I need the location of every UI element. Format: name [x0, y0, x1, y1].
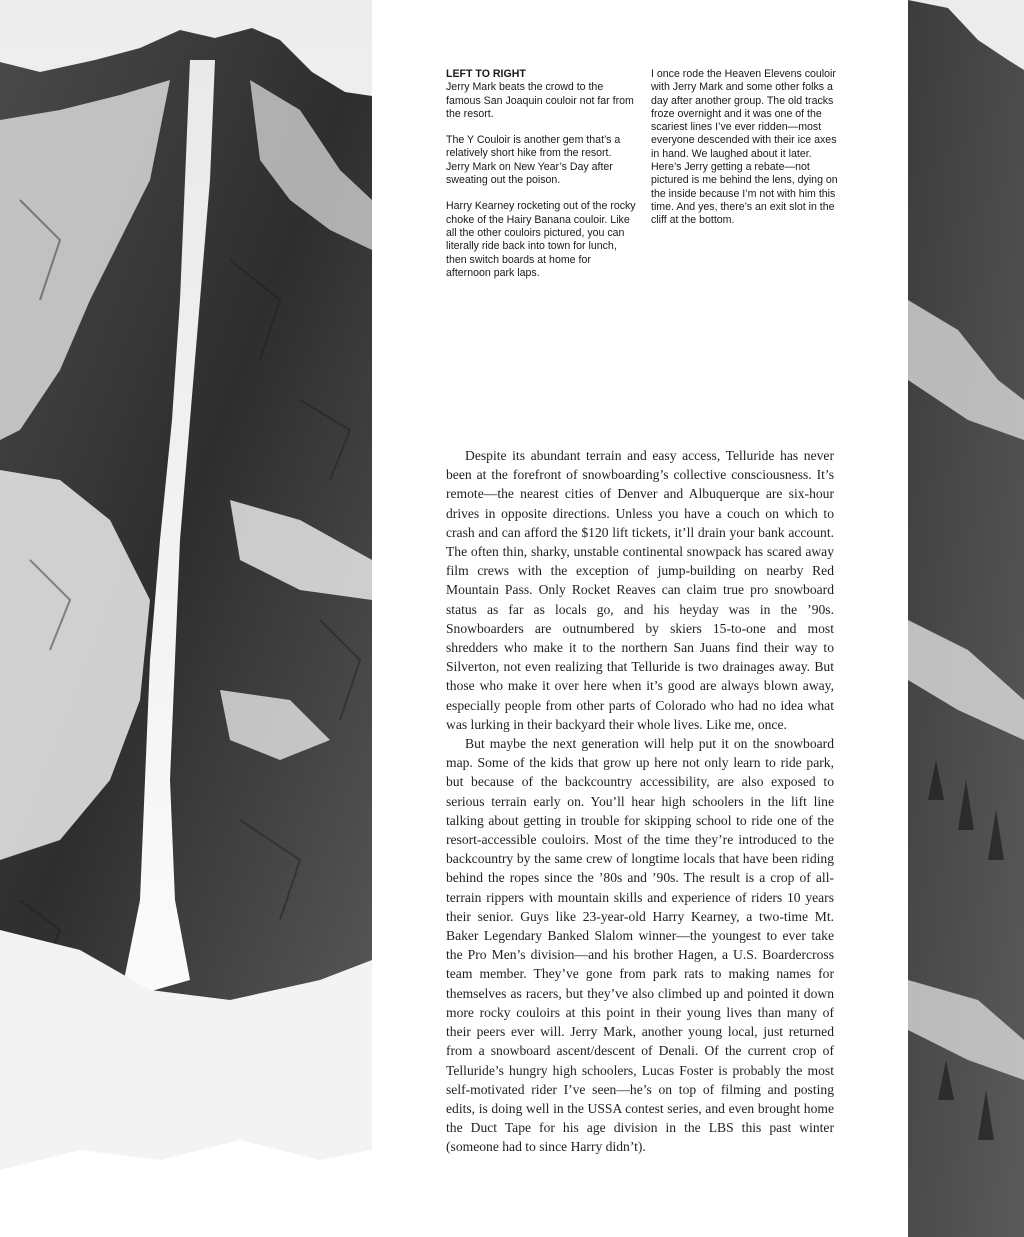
article-paragraph: Despite its abundant terrain and easy access, Telluride has never been at the forefront of snowboarding’s collective consciousness. It’s remote—the nearest cities of Denver and Albuquerque are six-hour drives in opposite directions. Unless you have a couch on which to crash and can afford the $120 lift tickets, it’ll drain your bank account. The often thin, sharky, unstable continental snowpack has scared away film crews with the exception of jump-building on nearby Red Mountain Pass. Only Rocket Reaves can claim true pro snowboard status as far as locals go, and his heyday was in the ’90s. Snowboarders are outnumbered by skiers 15-to-one and most shredders who make it to the northern San Juans find their way to Silverton, not even realizing that Telluride is two drainages away. But those who make it over here when it’s good are always blown away, especially people from other parts of Colorado who had no idea what was lurking in their backyard their whole lives. Like me, once. — [446, 448, 834, 732]
caption-item: I once rode the Heaven Elevens couloir with Jerry Mark and some other folks a day after another group. The old tracks froze overnight and it was one of the scariest lines I’ve ever ridden—most everyone descended with their ice axes in hand. We laughed about it later. Here’s Jerry getting a rebate—not pictured is me behind the lens, dying on the inside because I’m not with him this time. And yes, there’s an exit slot in the cliff at the bottom. — [651, 68, 838, 227]
caption-item — [446, 68, 636, 121]
left-couloir-photo — [0, 0, 372, 1237]
caption-column-right — [651, 68, 841, 241]
article-body — [446, 446, 834, 1157]
article-paragraph: But maybe the next generation will help put it on the snowboard map. Some of the kids that grow up here not only learn to ride park, but because of the backcountry accessibility, are also exposed to serious terrain early on. You’ll hear high schoolers in the lift line talking about getting in trouble for skipping school to ride one of the resort-accessible couloirs. Most of the time they’re introduced to the backcountry by the same crew of longtime locals that have been riding behind the ropes since the ’80s and ’90s. The result is a crop of all-terrain rippers with mountain skills and experience of riders 10 years their senior. Guys like 23-year-old Harry Kearney, a two-time Mt. Baker Legendary Banked Slalom winner—the youngest to ever take the Pro Men’s division—and his brother Hagen, a U.S. Boardercross team member. They’ve gone from park rats to making names for themselves as racers, but they’ve also climbed up and pointed it down more rocky couloirs at this point in their young lives than many of their peers ever will. Jerry Mark, another young local, just returned from a snowboard ascent/descent of Denali. Of the current crop of Telluride’s hungry high schoolers, Lucas Foster is probably the most self-motivated rider I’ve seen—he’s on top of filming and posting edits, is doing well in the USSA contest series, and even brought home the Duct Tape for his age division in the LBS this past winter (someone had to since Harry didn’t). — [446, 736, 834, 1155]
right-mountain-photo — [908, 0, 1024, 1237]
couloir-photo-graphic — [0, 0, 372, 1237]
caption-heading: LEFT TO RIGHT — [446, 68, 526, 80]
mountain-photo-graphic — [908, 0, 1024, 1237]
caption-text: Jerry Mark beats the crowd to the famous San Joaquin couloir not far from the resort. — [446, 81, 634, 120]
caption-item: The Y Couloir is another gem that’s a relatively short hike from the resort. Jerry Mark on New Year’s Day after sweating out the poison. — [446, 134, 621, 187]
caption-column-left — [446, 68, 636, 293]
caption-item: Harry Kearney rocketing out of the rocky choke of the Hairy Banana couloir. Like all the other couloirs pictured, you can literally ride back into town for lunch, then switch boards at home for afternoon park laps. — [446, 200, 636, 279]
